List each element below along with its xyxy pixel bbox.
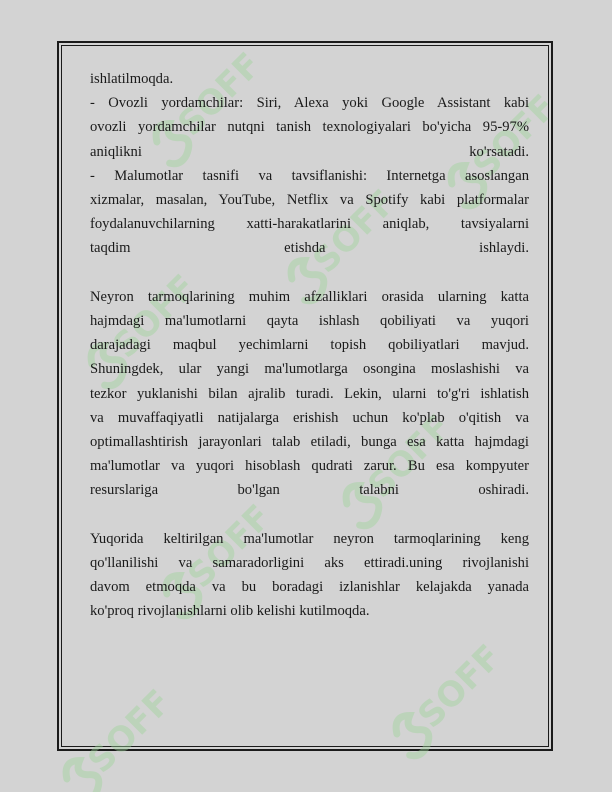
watermark-swirl <box>56 756 105 792</box>
text-line: darajadagi maqbul yechimlarni topish qobiliyatlari mavjud. <box>90 337 529 354</box>
text-line: ishlatilmoqda. <box>90 71 174 87</box>
watermark-text: SOFF <box>80 682 180 782</box>
paragraph-gap <box>90 261 529 285</box>
text-line: Yuqorida keltirilgan ma'lumotlar neyron tarmoqlarining keng <box>90 530 529 547</box>
text-line: aniqlikni ko'rsatadi. <box>90 143 529 160</box>
watermark-text: SOFF <box>180 497 280 597</box>
text-line: optimallashtirish jarayonlari talab etiladi, bunga esa katta hajmdagi <box>90 434 529 451</box>
text-line: tezkor yuklanishi bilan ajralib turadi. Lekin, ularni to'g'ri ishlatish <box>90 385 529 402</box>
text-line: xizmalar, masalan, YouTube, Netflix va Spotify kabi platformalar <box>90 192 529 209</box>
watermark-text: SOFF <box>105 267 205 367</box>
watermark-text: SOFF <box>465 87 565 187</box>
watermark-text: SOFF <box>170 45 270 145</box>
text-line: taqdim etishda ishlaydi. <box>90 240 529 257</box>
text-line: qo'llanilishi va samaradorligini aks ettiradi.uning rivojlanishi <box>90 555 529 572</box>
watermark-text: SOFF <box>410 637 510 737</box>
document-body <box>90 67 529 624</box>
text-line: ovozli yordamchilar nutqni tanish texnologiyalari bo'yicha 95-97% <box>90 119 529 136</box>
text-line: hajmdagi ma'lumotlarni qayta ishlash qobiliyati va yuqori <box>90 313 529 330</box>
watermark-text: SOFF <box>305 182 405 282</box>
text-line: davom etmoqda va bu boradagi izlanishlar kelajakda yanada <box>90 579 529 596</box>
text-line: resurslariga bo'lgan talabni oshiradi. <box>90 482 529 499</box>
text-line: va muvaffaqiyatli natijalarga erishish uchun ko'plab o'qitish va <box>90 409 529 426</box>
text-line: ma'lumotlar va yuqori hisoblash qudrati zarur. Bu esa kompyuter <box>90 458 529 475</box>
text-line: ko'proq rivojlanishlarni olib kelishi kutilmoqda. <box>90 603 370 620</box>
text-line: - Malumotlar tasnifi va tavsiflanishi: Internetga asoslangan <box>90 167 529 184</box>
text-line: foydalanuvchilarning xatti-harakatlarini aniqlab, tavsiyalarni <box>90 216 529 233</box>
text-line: Shuningdek, ular yangi ma'lumotlarga osongina moslashishi va <box>90 361 529 378</box>
watermark-text: SOFF <box>360 407 460 507</box>
text-line: - Ovozli yordamchilar: Siri, Alexa yoki Google Assistant kabi <box>90 95 529 112</box>
text-line: Neyron tarmoqlarining muhim afzalliklari orasida ularning katta <box>90 288 529 305</box>
paragraph-gap <box>90 503 529 527</box>
